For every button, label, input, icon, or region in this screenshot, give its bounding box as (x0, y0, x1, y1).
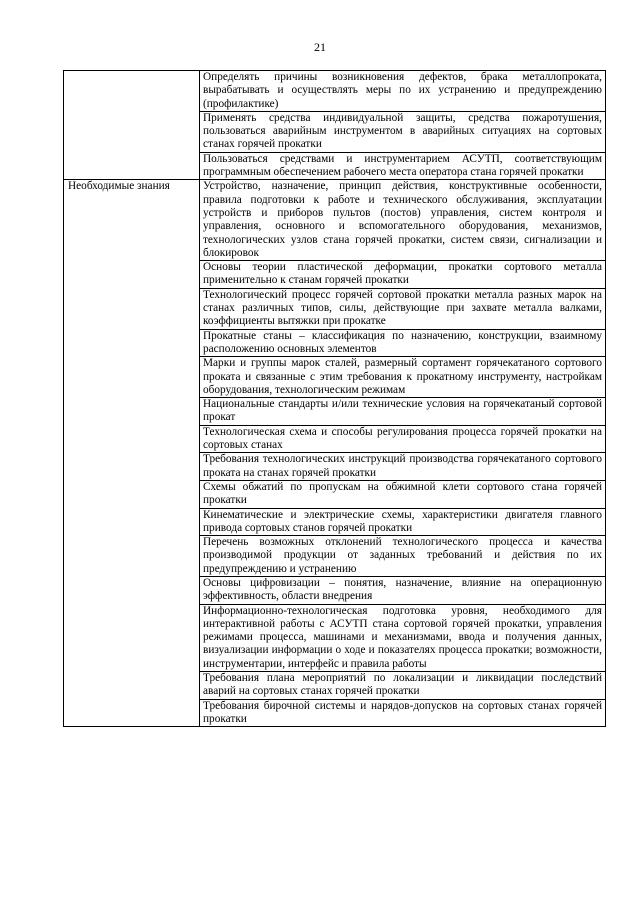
knowledge-item-text: Технологический процесс горячей сортовой прокатки металла разных марок на станах различных типов, силы, действующие при захвате металла валками, коэффициенты вытяжки при прокатке (200, 288, 606, 329)
skills-item-text: Применять средства индивидуальной защиты, средства пожаротушения, пользоваться аварийным инструментом в аварийных ситуациях на сортовых станах горячей прокатки (200, 111, 606, 152)
knowledge-item-text: Национальные стандарты и/или технические условия на горячекатаный сортовой прокат (200, 398, 606, 426)
table-row (64, 71, 606, 112)
knowledge-item-text: Кинематические и электрические схемы, характеристики двигателя главного привода сортовых станов горячей прокатки (200, 508, 606, 536)
page-number: 21 (314, 40, 326, 54)
knowledge-item-text: Перечень возможных отклонений технологического процесса и качества производимой продукции от заданных требований и действия по их предупреждению и устранению (200, 536, 606, 577)
knowledge-item-text: Требования технологических инструкций производства горячекатаного сортового проката на станах горячей прокатки (200, 453, 606, 481)
table-row (64, 180, 606, 261)
knowledge-section-label: Необходимые знания (64, 180, 200, 727)
knowledge-item-text: Основы теории пластической деформации, прокатки сортового металла применительно к станам горячей прокатки (200, 261, 606, 289)
knowledge-item-text: Информационно-технологическая подготовка уровня, необходимого для интерактивной работы с АСУТП стана сортовой горячей прокатки, управления режимами процесса, машинами и механизмами, ввода и получения данных, визуализации информации о ходе и показателях процесса прокатки; возможности, инструментарии, интерфейс и правила работы (200, 604, 606, 671)
knowledge-item-text: Марки и группы марок сталей, размерный сортамент горячекатаного сортового проката и связанные с этим требования к прокатному инструменту, настройкам оборудования, технологическим режимам (200, 357, 606, 398)
skills-item-text: Определять причины возникновения дефектов, брака металлопроката, вырабатывать и осуществлять меры по их устранению и предупреждению (профилактике) (200, 71, 606, 112)
knowledge-item-text: Требования плана мероприятий по локализации и ликвидации последствий аварий на сортовых станах горячей прокатки (200, 672, 606, 700)
knowledge-item-text: Технологическая схема и способы регулирования процесса горячей прокатки на сортовых станах (200, 425, 606, 453)
table-body (64, 71, 606, 727)
knowledge-item-text: Прокатные станы – классификация по назначению, конструкции, взаимному расположению основных элементов (200, 329, 606, 357)
knowledge-item-text: Устройство, назначение, принцип действия, конструктивные особенности, правила подготовки к работе и технического обслуживания, эксплуатации устройств и приборов пультов (постов) управления, систем контроля и управления, основного и вспомогательного оборудования, механизмов, технологических узлов стана горячей прокатки, систем связи, сигнализации и блокировок (200, 180, 606, 261)
skills-item-text: Пользоваться средствами и инструментарием АСУТП, соответствующим программным обеспечением рабочего места оператора стана горячей прокатки (200, 152, 606, 180)
knowledge-item-text: Требования бирочной системы и нарядов-допусков на сортовых станах горячей прокатки (200, 699, 606, 727)
requirements-table (63, 70, 606, 727)
knowledge-item-text: Схемы обжатий по пропускам на обжимной клети сортового стана горячей прокатки (200, 480, 606, 508)
skills-section-label (64, 71, 200, 180)
knowledge-item-text: Основы цифровизации – понятия, назначение, влияние на операционную эффективность, области внедрения (200, 576, 606, 604)
